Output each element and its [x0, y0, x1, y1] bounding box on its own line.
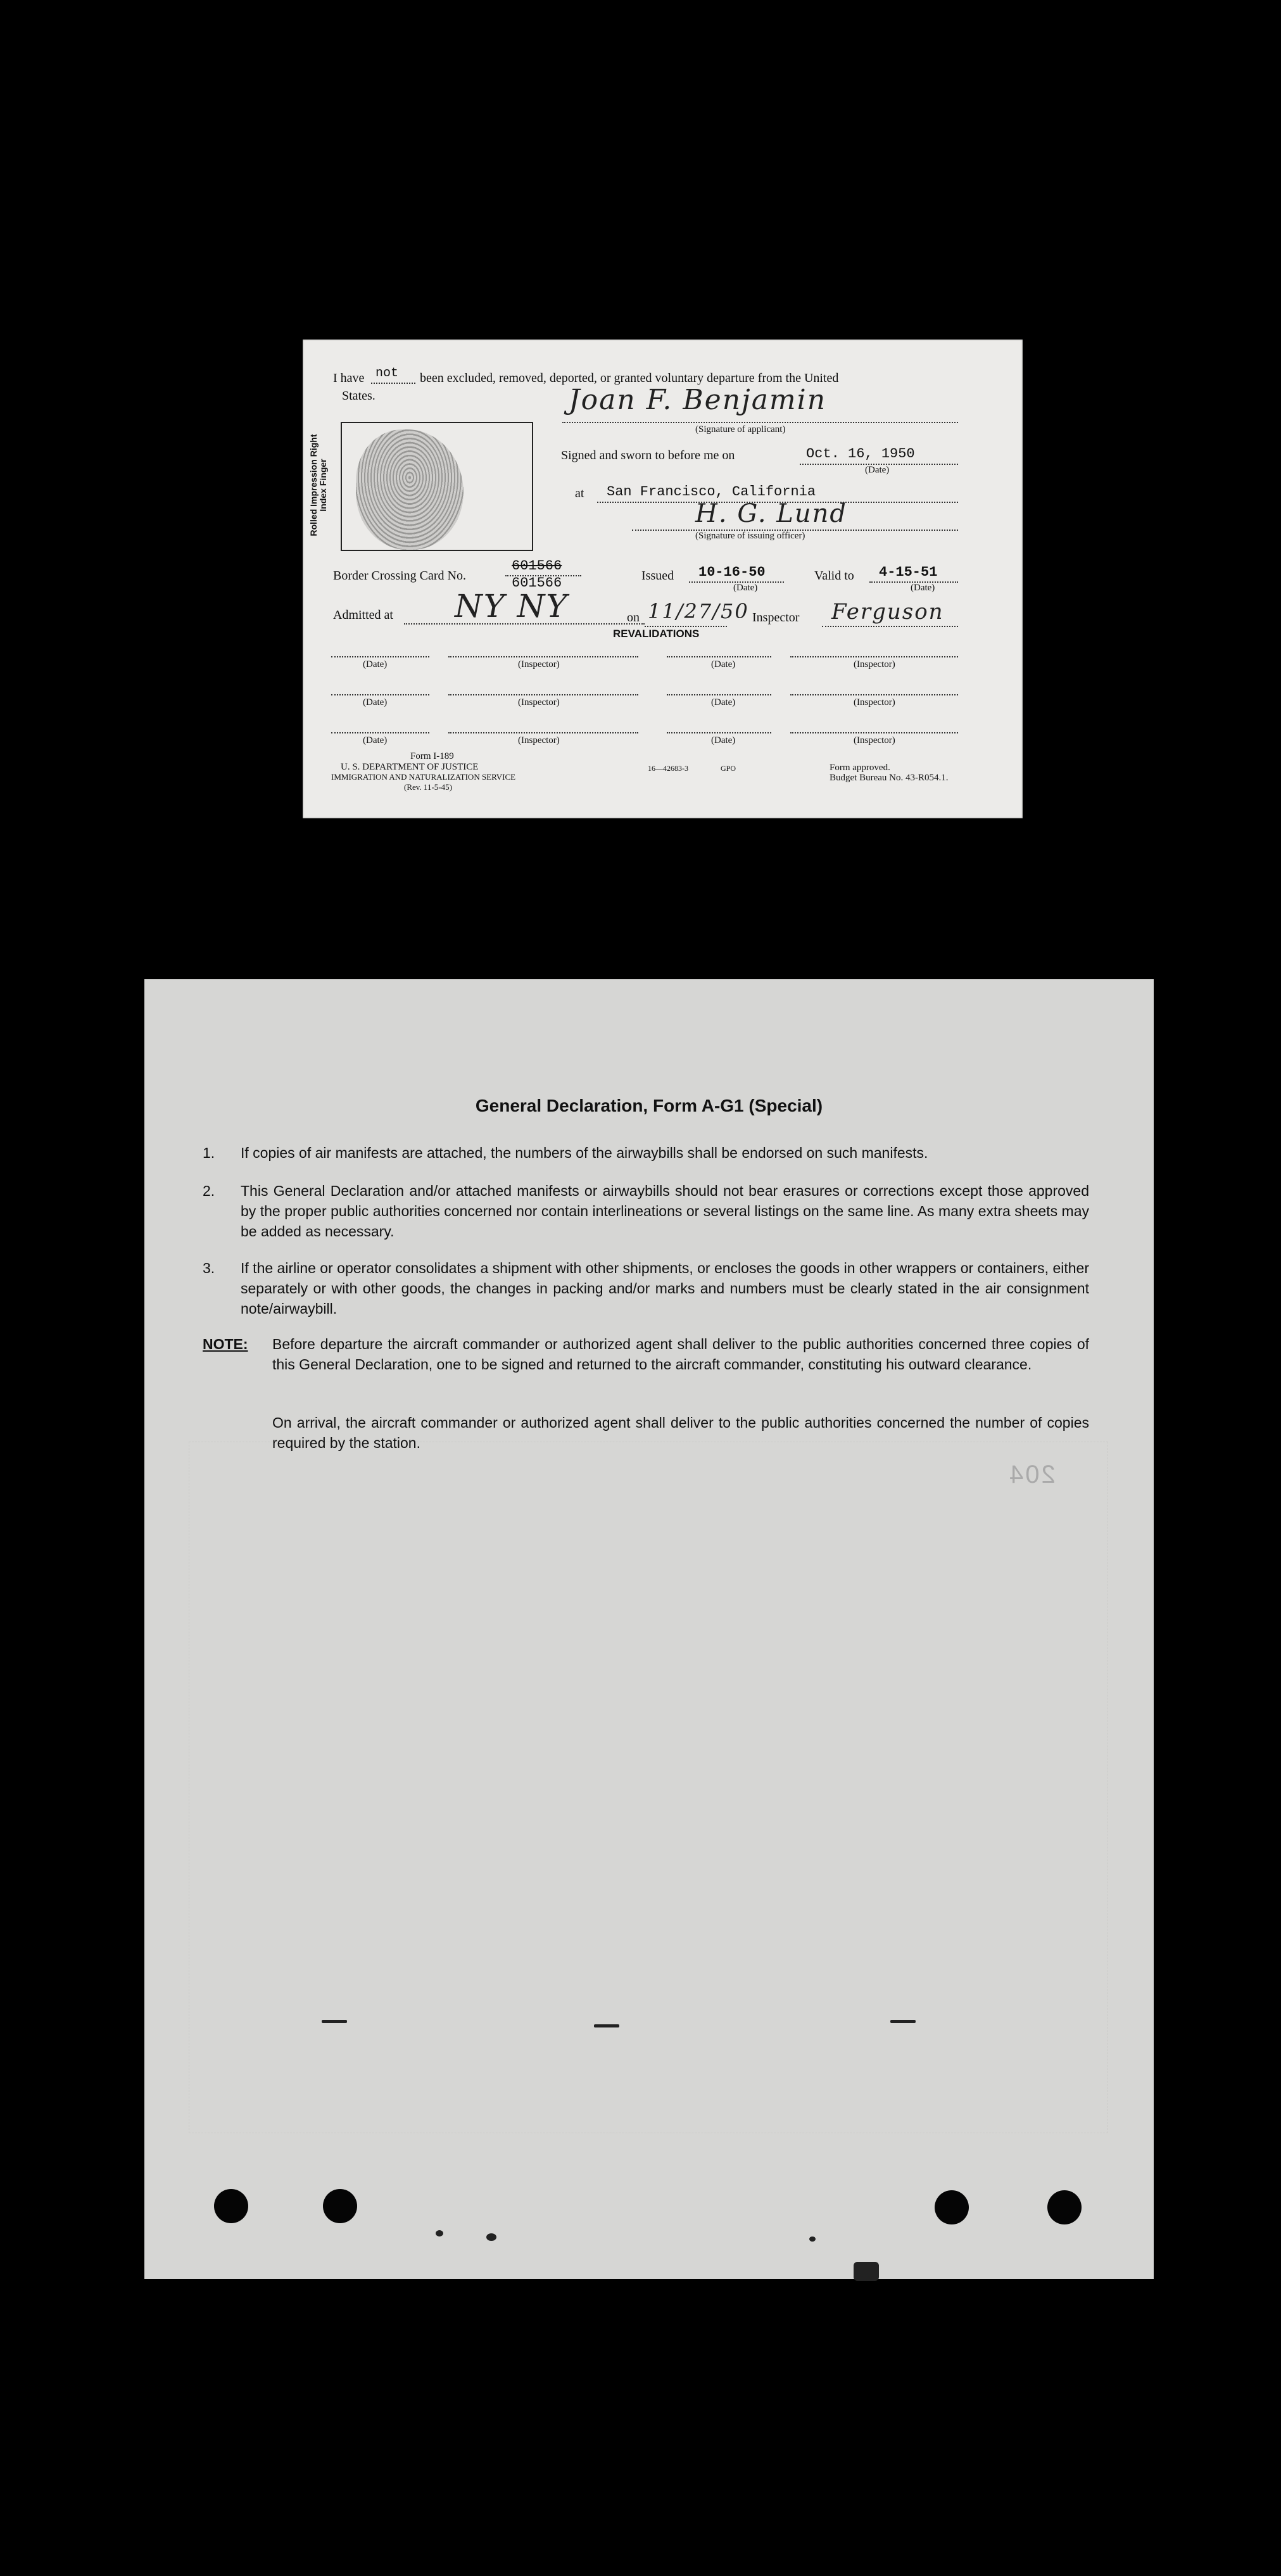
admitted-line — [404, 623, 645, 625]
card-number-line — [505, 575, 581, 576]
punch-hole — [1047, 2190, 1082, 2224]
form-number: Form I-189 — [410, 751, 454, 761]
reval-date-caption: (Date) — [711, 735, 736, 746]
reval-inspector-caption: (Inspector) — [854, 659, 895, 669]
inspector-signature: Ferguson — [831, 599, 944, 625]
declaration-title: General Declaration, Form A-G1 (Special) — [475, 1096, 823, 1115]
revalidations-heading: REVALIDATIONS — [613, 628, 700, 640]
exclusion-statement-end: States. — [342, 389, 375, 403]
admitted-label: Admitted at — [333, 608, 393, 622]
speck — [809, 2237, 816, 2242]
signature-line — [562, 422, 958, 423]
form-approved: Form approved. — [830, 763, 890, 773]
sworn-place: San Francisco, California — [607, 484, 816, 500]
inspector-label: Inspector — [752, 611, 800, 625]
fingerprint-box — [341, 422, 533, 551]
item-text: If the airline or operator consolidates a shipment with other shipments, or encloses the goods in other wrappers or containers, either separately or with other goods, the changes in packing and/or marks and numbers must be clearly stated in the air consignment note/airwaybill. — [241, 1260, 1089, 1317]
applicant-signature: Joan F. Benjamin — [569, 384, 827, 416]
inspector-line — [822, 626, 958, 627]
reval-inspector-caption: (Inspector) — [518, 735, 560, 746]
issued-label: Issued — [641, 569, 674, 583]
bleed-through-number: 204 — [1007, 1461, 1056, 1488]
print-code: 16—42683-3 — [648, 764, 688, 773]
speck — [436, 2230, 443, 2237]
note-label: NOTE: — [203, 1336, 248, 1352]
department: U. S. DEPARTMENT OF JUSTICE — [341, 762, 479, 772]
revision: (Rev. 11-5-45) — [404, 782, 452, 792]
item-number: 1. — [203, 1145, 215, 1161]
exclusion-fill: not — [375, 366, 399, 381]
exclusion-statement: been excluded, removed, deported, or granted voluntary departure from the United — [420, 371, 839, 385]
border-crossing-card — [303, 339, 1023, 818]
instruction-item — [203, 1181, 1089, 1241]
admitted-date: 11/27/50 — [648, 599, 749, 623]
card-number: 601566 — [512, 575, 562, 591]
punch-hole — [935, 2190, 969, 2224]
item-text: This General Declaration and/or attached manifests or airwaybills should not bear erasures or corrections except those approved by the proper public authorities concerned nor contain interlineations or several listings on the same line. As many extra sheets may be added as necessary. — [241, 1183, 1089, 1240]
at-label: at — [575, 486, 584, 500]
note-text: On arrival, the aircraft commander or authorized agent shall deliver to the public authorities concerned the number of copies required by the station. — [272, 1414, 1089, 1451]
officer-caption: (Signature of issuing officer) — [695, 531, 805, 541]
issued-caption: (Date) — [733, 583, 758, 593]
sworn-label: Signed and sworn to before me on — [561, 448, 735, 462]
reval-date-caption: (Date) — [711, 659, 736, 669]
item-number: 3. — [203, 1260, 215, 1276]
torn-edge — [854, 2262, 879, 2281]
instruction-item — [203, 1258, 1089, 1319]
applicant-signature-caption: (Signature of applicant) — [695, 424, 786, 435]
issued-date: 10-16-50 — [698, 564, 766, 580]
gpo-mark: GPO — [721, 764, 736, 773]
punch-hole — [323, 2189, 357, 2223]
general-declaration-sheet — [144, 979, 1154, 2279]
fingerprint-label: Rolled Impression Right Index Finger — [308, 434, 328, 536]
speck — [322, 2020, 347, 2023]
item-number: 2. — [203, 1183, 215, 1199]
reval-date-caption: (Date) — [711, 697, 736, 707]
valid-label: Valid to — [814, 569, 854, 583]
reval-inspector-caption: (Inspector) — [518, 697, 560, 707]
valid-date: 4-15-51 — [879, 564, 938, 580]
fill-underline — [371, 383, 415, 384]
fingerprint-impression — [356, 429, 464, 550]
reval-date-caption: (Date) — [363, 659, 388, 669]
sworn-date-caption: (Date) — [865, 465, 890, 475]
speck — [594, 2024, 619, 2027]
card-number-struck: 601566 — [512, 558, 562, 574]
note-item — [203, 1412, 1089, 1453]
note-text: Before departure the aircraft commander or authorized agent shall deliver to the public authorities concerned three copies of this General Declaration, one to be signed and returned to the aircraft commander, constituting his outward clearance. — [272, 1336, 1089, 1373]
admitted-on-label: on — [627, 611, 640, 625]
speck — [890, 2020, 916, 2023]
reval-date-caption: (Date) — [363, 735, 388, 746]
valid-caption: (Date) — [911, 583, 935, 593]
admitted-date-line — [645, 626, 727, 627]
item-text: If copies of air manifests are attached, the numbers of the airwaybills shall be endorsed on such manifests. — [241, 1145, 928, 1161]
officer-signature: H. G. Lund — [695, 499, 847, 528]
service: IMMIGRATION AND NATURALIZATION SERVICE — [331, 772, 516, 782]
sworn-date: Oct. 16, 1950 — [806, 446, 915, 462]
card-number-label: Border Crossing Card No. — [333, 569, 466, 583]
faint-table-bleed — [189, 1442, 1108, 2133]
admitted-place: NY NY — [455, 588, 569, 625]
reval-inspector-caption: (Inspector) — [854, 735, 895, 746]
punch-hole — [214, 2189, 248, 2223]
exclusion-statement-prefix: I have — [333, 371, 365, 385]
budget-bureau: Budget Bureau No. 43-R054.1. — [830, 773, 949, 783]
speck — [486, 2233, 496, 2241]
instruction-item — [203, 1143, 1089, 1163]
reval-inspector-caption: (Inspector) — [854, 697, 895, 707]
reval-date-caption: (Date) — [363, 697, 388, 707]
note-item — [203, 1334, 1089, 1374]
reval-inspector-caption: (Inspector) — [518, 659, 560, 669]
